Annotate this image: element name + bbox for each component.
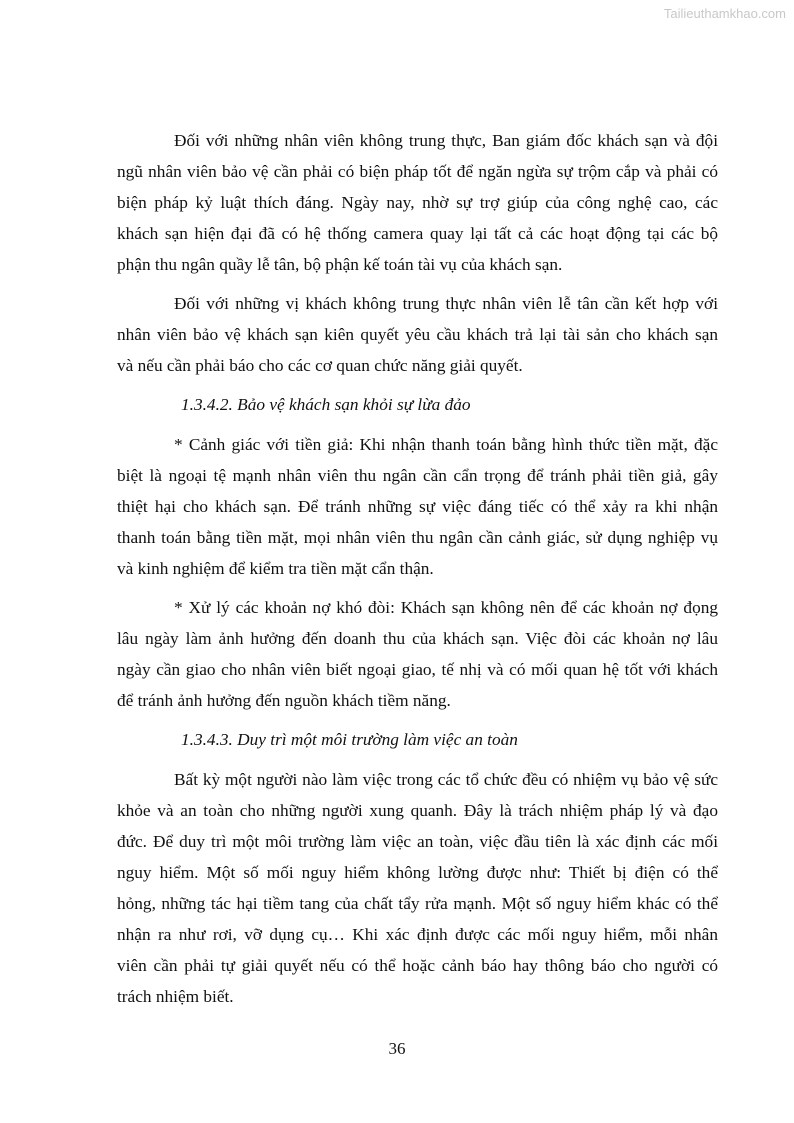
text-line: biện pháp kỷ luật thích đáng. Ngày nay, nhờ sự trợ giúp của công nghệ cao, các	[117, 193, 718, 212]
section-heading: 1.3.4.3. Duy trì một môi trường làm việc an toàn	[181, 730, 518, 749]
text-line: đức. Để duy trì một môi trường làm việc an toàn, việc đầu tiên là xác định các mối	[117, 832, 718, 851]
document-body	[117, 125, 718, 1020]
paragraph	[117, 125, 718, 280]
text-line: ngũ nhân viên bảo vệ cần phải có biện pháp tốt để ngăn ngừa sự trộm cắp và phải có	[117, 162, 718, 181]
text-line: lâu ngày làm ảnh hưởng đến doanh thu của khách sạn. Việc đòi các khoản nợ lâu	[117, 629, 718, 648]
text-line: hỏng, những tác hại tiềm tang của chất tẩy rửa mạnh. Một số nguy hiểm khác có thể	[117, 894, 718, 913]
text-line: Bất kỳ một người nào làm việc trong các tổ chức đều có nhiệm vụ bảo vệ sức	[174, 770, 718, 789]
text-line: nhận ra như rơi, vỡ dụng cụ… Khi xác định được các mối nguy hiểm, mỗi nhân	[117, 925, 718, 944]
text-line: viên cần phải tự giải quyết nếu có thể hoặc cảnh báo hay thông báo cho người có	[117, 956, 718, 975]
paragraph	[117, 592, 718, 716]
text-line: phận thu ngân quầy lễ tân, bộ phận kế toán tài vụ của khách sạn.	[117, 255, 563, 274]
text-line: Đối với những vị khách không trung thực nhân viên lễ tân cần kết hợp với	[174, 294, 718, 313]
text-line: nguy hiểm. Một số mối nguy hiểm không lường được như: Thiết bị điện có thể	[117, 863, 718, 882]
text-line: để tránh ảnh hưởng đến nguồn khách tiềm năng.	[117, 691, 451, 710]
text-line: nhân viên bảo vệ khách sạn kiên quyết yêu cầu khách trả lại tài sản cho khách sạn	[117, 325, 718, 344]
paragraph	[117, 288, 718, 381]
text-line: khỏe và an toàn cho những người xung quanh. Đây là trách nhiệm pháp lý và đạo	[117, 801, 718, 820]
paragraph	[117, 429, 718, 584]
text-line: Đối với những nhân viên không trung thực, Ban giám đốc khách sạn và đội	[174, 131, 718, 150]
text-line: trách nhiệm biết.	[117, 987, 234, 1006]
text-line: * Xử lý các khoản nợ khó đòi: Khách sạn không nên để các khoản nợ đọng	[174, 598, 718, 617]
text-line: thiệt hại cho khách sạn. Để tránh những sự việc đáng tiếc có thể xảy ra khi nhận	[117, 497, 718, 516]
paragraph	[117, 764, 718, 1012]
text-line: biệt là ngoại tệ mạnh nhân viên thu ngân cần cẩn trọng để tránh phải tiền giả, gây	[117, 466, 718, 485]
page-number: 36	[388, 1039, 406, 1058]
text-line: khách sạn hiện đại đã có hệ thống camera quay lại tất cả các hoạt động tại các bộ	[117, 224, 718, 243]
section-heading: 1.3.4.2. Bảo vệ khách sạn khỏi sự lừa đảo	[181, 395, 471, 414]
watermark: Tailieuthamkhao.com	[663, 6, 786, 21]
text-line: ngày cần giao cho nhân viên biết ngoại giao, tế nhị và có mối quan hệ tốt với khách	[117, 660, 718, 679]
text-line: và kinh nghiệm để kiểm tra tiền mặt cẩn thận.	[117, 559, 434, 578]
text-line: và nếu cần phải báo cho các cơ quan chức năng giải quyết.	[117, 356, 523, 375]
text-line: * Cảnh giác với tiền giả: Khi nhận thanh toán bằng hình thức tiền mặt, đặc	[174, 435, 718, 454]
text-line: thanh toán bằng tiền mặt, mọi nhân viên thu ngân cần cảnh giác, sử dụng nghiệp vụ	[117, 528, 718, 547]
